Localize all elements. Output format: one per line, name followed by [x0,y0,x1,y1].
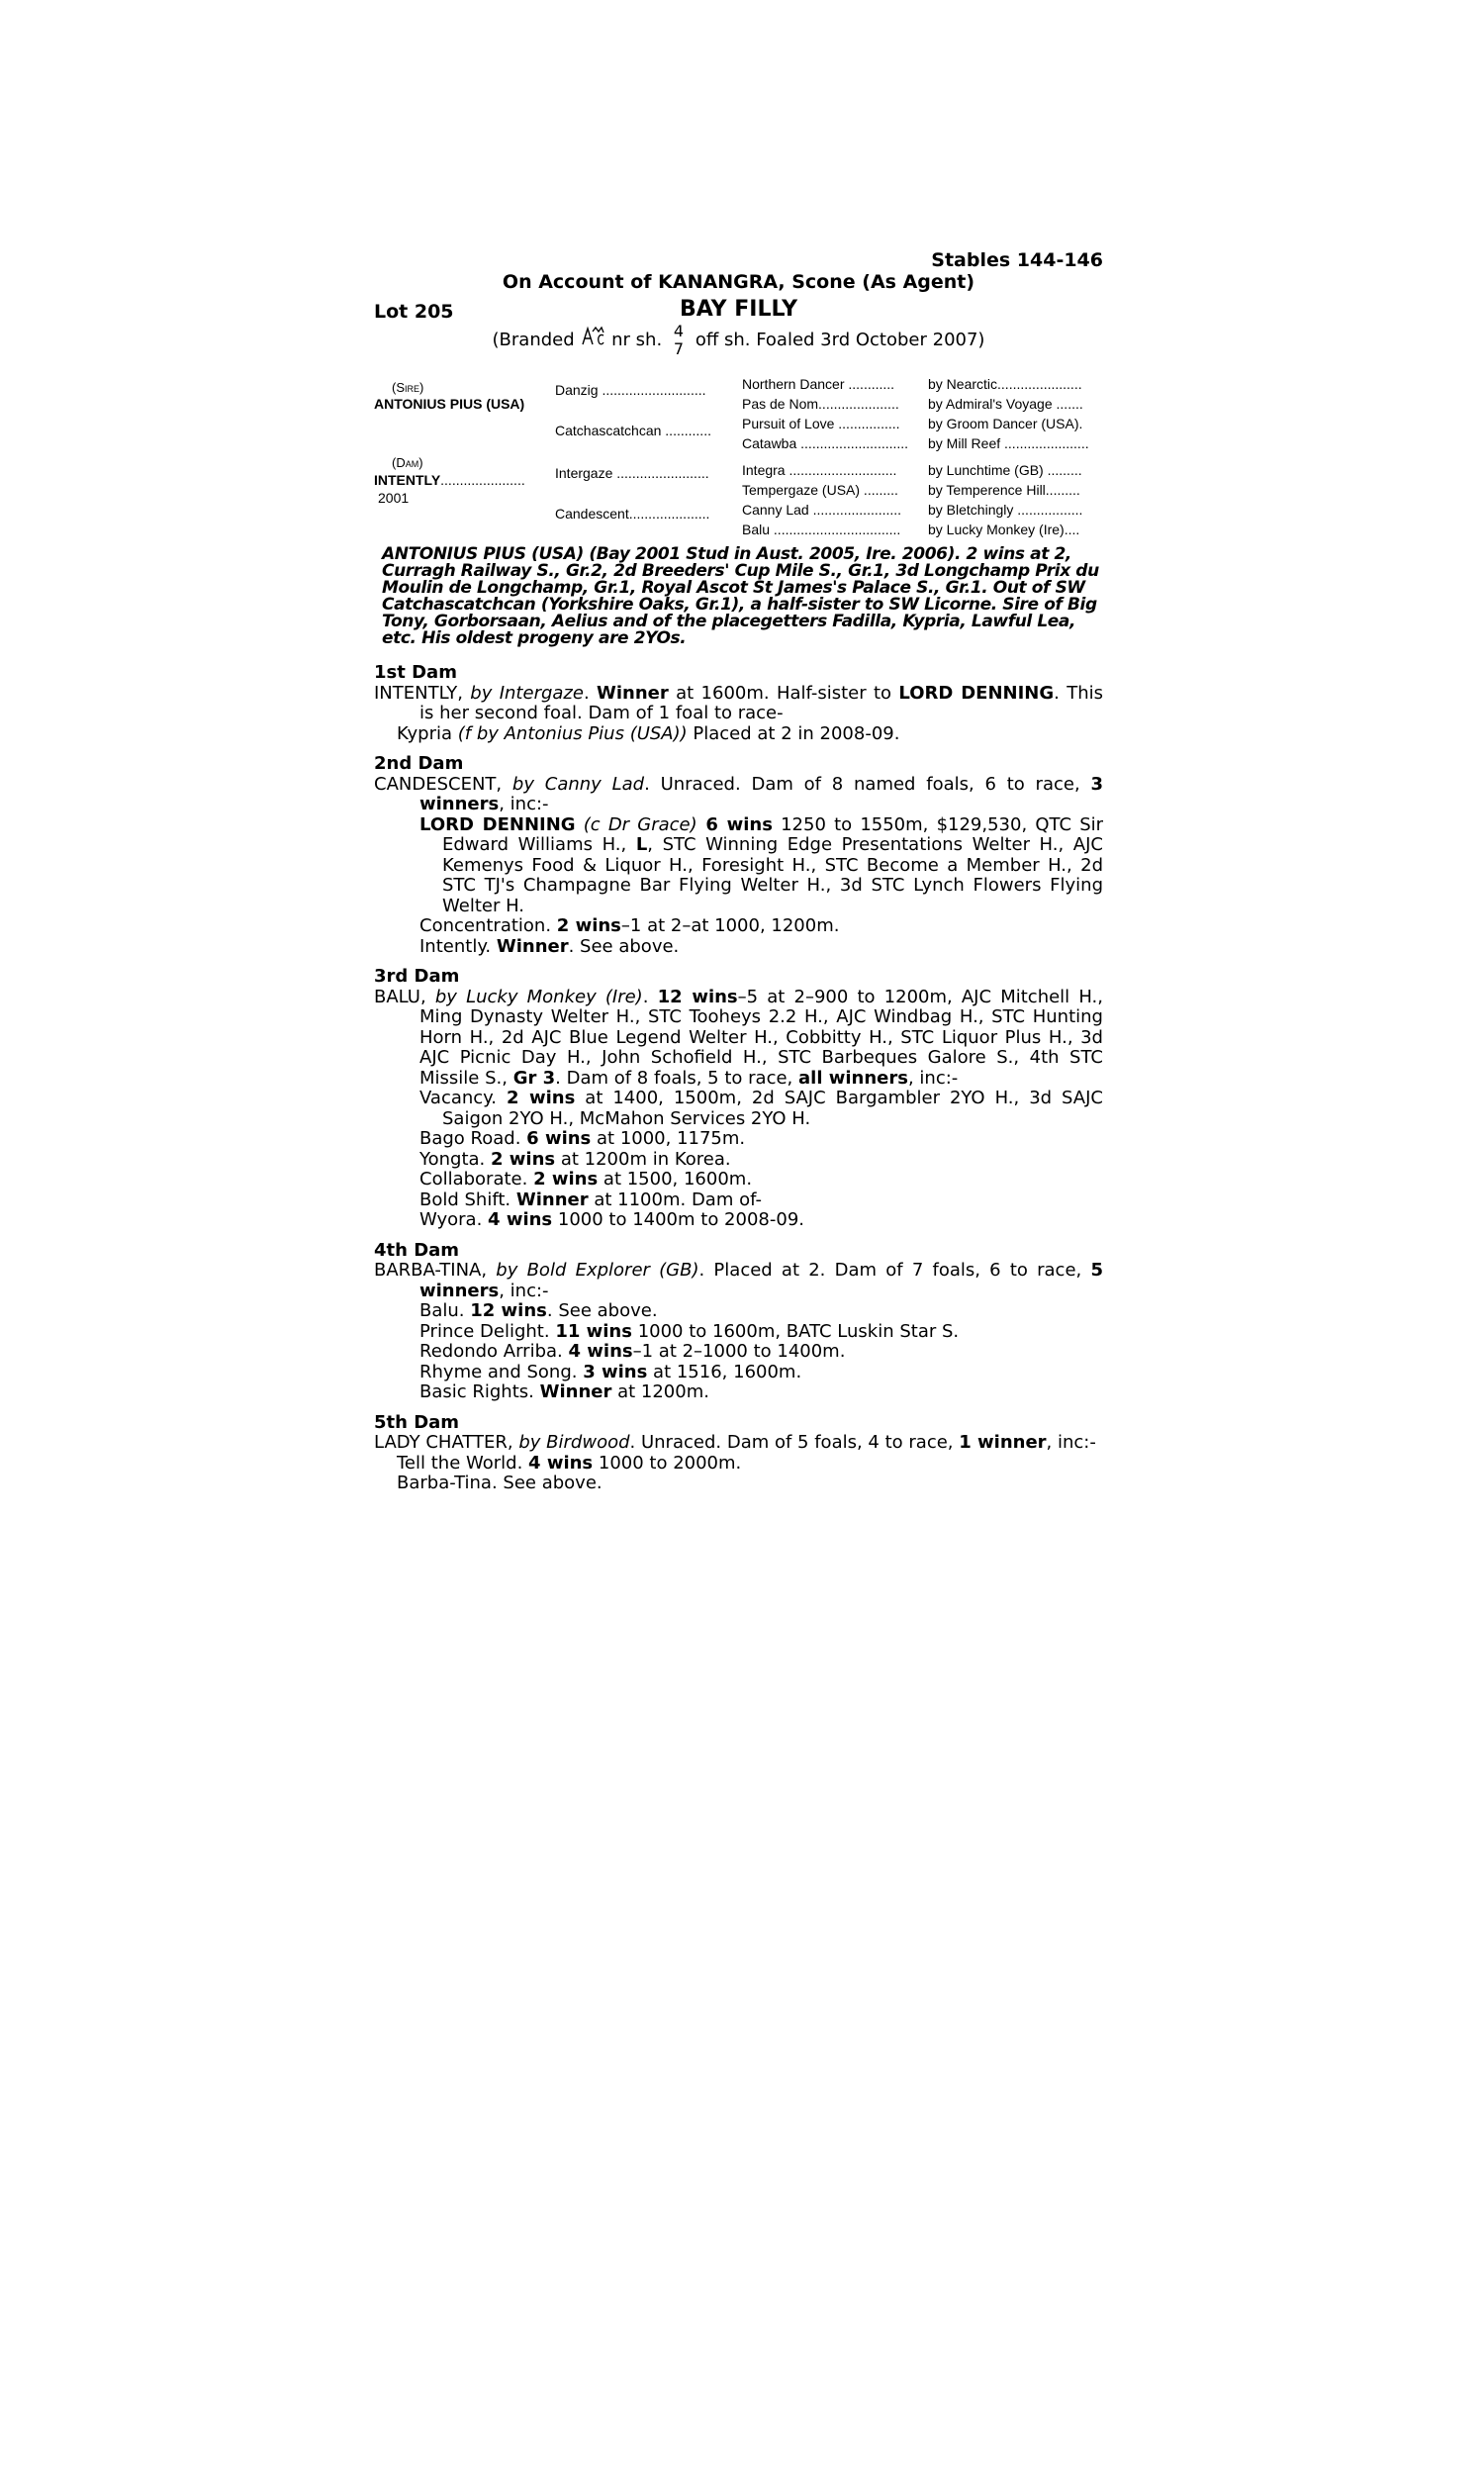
progeny-line: Prince Delight. 11 wins 1000 to 1600m, BATC Luskin Star S. [419,1320,960,1342]
pedigree-gen4-1: by Nearctic...................... [928,376,1082,392]
progeny-line: Collaborate. 2 wins at 1500, 1600m. [419,1169,753,1189]
third-dam-heading: 3rd Dam [374,966,460,987]
first-dam-paragraph: INTENTLY, by Intergaze. Winner at 1600m. Half-sister to LORD DENNING. This is her second foal. Dam of 1 foal to race- [374,682,1103,723]
pedigree-gen2-2: Catchascatchcan ............ [555,423,711,438]
pedigree-gen2-4: Candescent..................... [555,506,710,522]
brand-mark-icon [580,324,605,349]
second-dam-heading: 2nd Dam [374,753,464,774]
progeny-line: Tell the World. 4 wins 1000 to 2000m. [397,1452,742,1474]
progeny-line: Barba-Tina. See above. [397,1473,603,1493]
pedigree-gen3-5: Integra ............................ [742,462,897,478]
progeny-line: Intently. Winner. See above. [419,935,680,957]
pedigree-gen4-4: by Mill Reef ...................... [928,435,1089,451]
first-dam-heading: 1st Dam [374,662,457,683]
fourth-dam-heading: 4th Dam [374,1239,460,1261]
pedigree-gen4-3: by Groom Dancer (USA). [928,416,1083,431]
brand-fraction-top: 4 [673,322,685,340]
pedigree-gen3-7: Canny Lad ....................... [742,502,902,518]
progeny-line: LORD DENNING (c Dr Grace) 6 wins 1250 to 1550m, $129,530, QTC Sir Edward Williams H., L, STC Winning Edge Presentations Welter H., AJC Kemenys Food & Liquor H., Foresight H., STC Become a Member H., 2d STC TJ's Champagne Bar Flying Welter H., 3d STC Lynch Flowers Flying Welter H. [419,813,1104,916]
branded-prefix: (Branded [492,330,575,350]
pedigree-gen4-7: by Bletchingly ................. [928,502,1083,518]
brand-line [374,323,1103,358]
fifth-dam-paragraph: LADY CHATTER, by Birdwood. Unraced. Dam of 5 foals, 4 to race, 1 winner, inc:- [374,1432,1096,1453]
fourth-dam-paragraph: BARBA-TINA, by Bold Explorer (GB). Placed at 2. Dam of 7 foals, 6 to race, 5 winners, inc:- [374,1260,1103,1301]
dam-name: INTENTLY [374,472,441,488]
progeny-line: Rhyme and Song. 3 wins at 1516, 1600m. [419,1361,802,1382]
sire-summary: ANTONIUS PIUS (USA) (Bay 2001 Stud in Aust. 2005, Ire. 2006). 2 wins at 2, Curragh Railway S., Gr.2, 2d Breeders' Cup Mile S., Gr.1, 3d Longchamp Prix du Moulin de Longchamp, Gr.1, Royal Ascot St James's Palace S., Gr.1. Out of SW Catchascatchcan (Yorkshire Oaks, Gr.1), a half-sister to SW Licorne. Sire of Big Tony, Gorborsaan, Aelius and of the placegetters Fadilla, Kypria, Lawful Lea, etc. His oldest progeny are 2YOs. [382,544,1099,648]
pedigree-gen3-6: Tempergaze (USA) ......... [742,482,898,498]
pedigree-gen3-4: Catawba ............................ [742,435,909,451]
grand-progeny-line: Wyora. 4 wins 1000 to 1400m to 2008-09. [419,1209,804,1230]
sire-label: (Sire) [392,380,424,395]
pedigree-gen2-3: Intergaze ........................ [555,465,709,481]
branded-nr: nr sh. [611,330,663,350]
pedigree-gen4-5: by Lunchtime (GB) ......... [928,462,1082,478]
stables-number: Stables 144-146 [931,249,1103,271]
sire-name: ANTONIUS PIUS (USA) [374,396,525,412]
progeny-line: Bold Shift. Winner at 1100m. Dam of- [419,1189,762,1210]
pedigree-gen4-6: by Temperence Hill......... [928,482,1080,498]
progeny-line: Bago Road. 6 wins at 1000, 1175m. [419,1128,746,1149]
progeny-line: Redondo Arriba. 4 wins–1 at 2–1000 to 1400m. [419,1341,846,1362]
vendor-line: On Account of KANANGRA, Scone (As Agent) [502,271,975,293]
brand-fraction [674,323,684,358]
horse-description: BAY FILLY [679,297,798,322]
pedigree-gen3-8: Balu ................................. [742,522,901,537]
pedigree-gen4-8: by Lucky Monkey (Ire).... [928,522,1080,537]
pedigree-gen3-2: Pas de Nom..................... [742,396,899,412]
dam-lines [374,663,1103,1494]
pedigree-table [374,368,1103,536]
branded-suffix: off sh. Foaled 3rd October 2007) [695,330,985,350]
dam-label: (Dam) [392,455,423,470]
pedigree-gen3-3: Pursuit of Love ................ [742,416,900,431]
second-dam-paragraph: CANDESCENT, by Canny Lad. Unraced. Dam of 8 named foals, 6 to race, 3 winners, inc:- [374,773,1103,814]
progeny-line: Balu. 12 wins. See above. [419,1300,658,1321]
third-dam-paragraph: BALU, by Lucky Monkey (Ire). 12 wins–5 at 2–900 to 1200m, AJC Mitchell H., Ming Dynasty Welter H., STC Tooheys 2.2 H., AJC Windbag H., STC Hunting Horn H., 2d AJC Blue Legend Welter H., Cobbitty H., STC Liquor Plus H., 3d AJC Picnic Day H., John Schofield H., STC Barbeques Galore S., 4th STC Missile S., Gr 3. Dam of 8 foals, 5 to race, all winners, inc:- [374,986,1103,1089]
pedigree-gen2-1: Danzig ........................... [555,382,706,398]
progeny-line: Kypria (f by Antonius Pius (USA)) Placed at 2 in 2008-09. [397,722,900,744]
lot-number: Lot 205 [374,301,454,323]
progeny-line: Basic Rights. Winner at 1200m. [419,1381,709,1402]
progeny-line: Vacancy. 2 wins at 1400, 1500m, 2d SAJC Bargambler 2YO H., 3d SAJC Saigon 2YO H., McMahon Services 2YO H. [419,1088,1103,1129]
progeny-line: Concentration. 2 wins–1 at 2–at 1000, 1200m. [419,915,840,936]
fifth-dam-heading: 5th Dam [374,1411,460,1433]
progeny-line: Yongta. 2 wins at 1200m in Korea. [419,1148,731,1170]
pedigree-gen4-2: by Admiral's Voyage ....... [928,396,1083,412]
dam-year: 2001 [378,490,410,506]
dam-name-row: INTENTLY...................... [374,472,525,488]
pedigree-gen3-1: Northern Dancer ............ [742,376,895,392]
brand-fraction-bottom: 7 [673,339,685,358]
